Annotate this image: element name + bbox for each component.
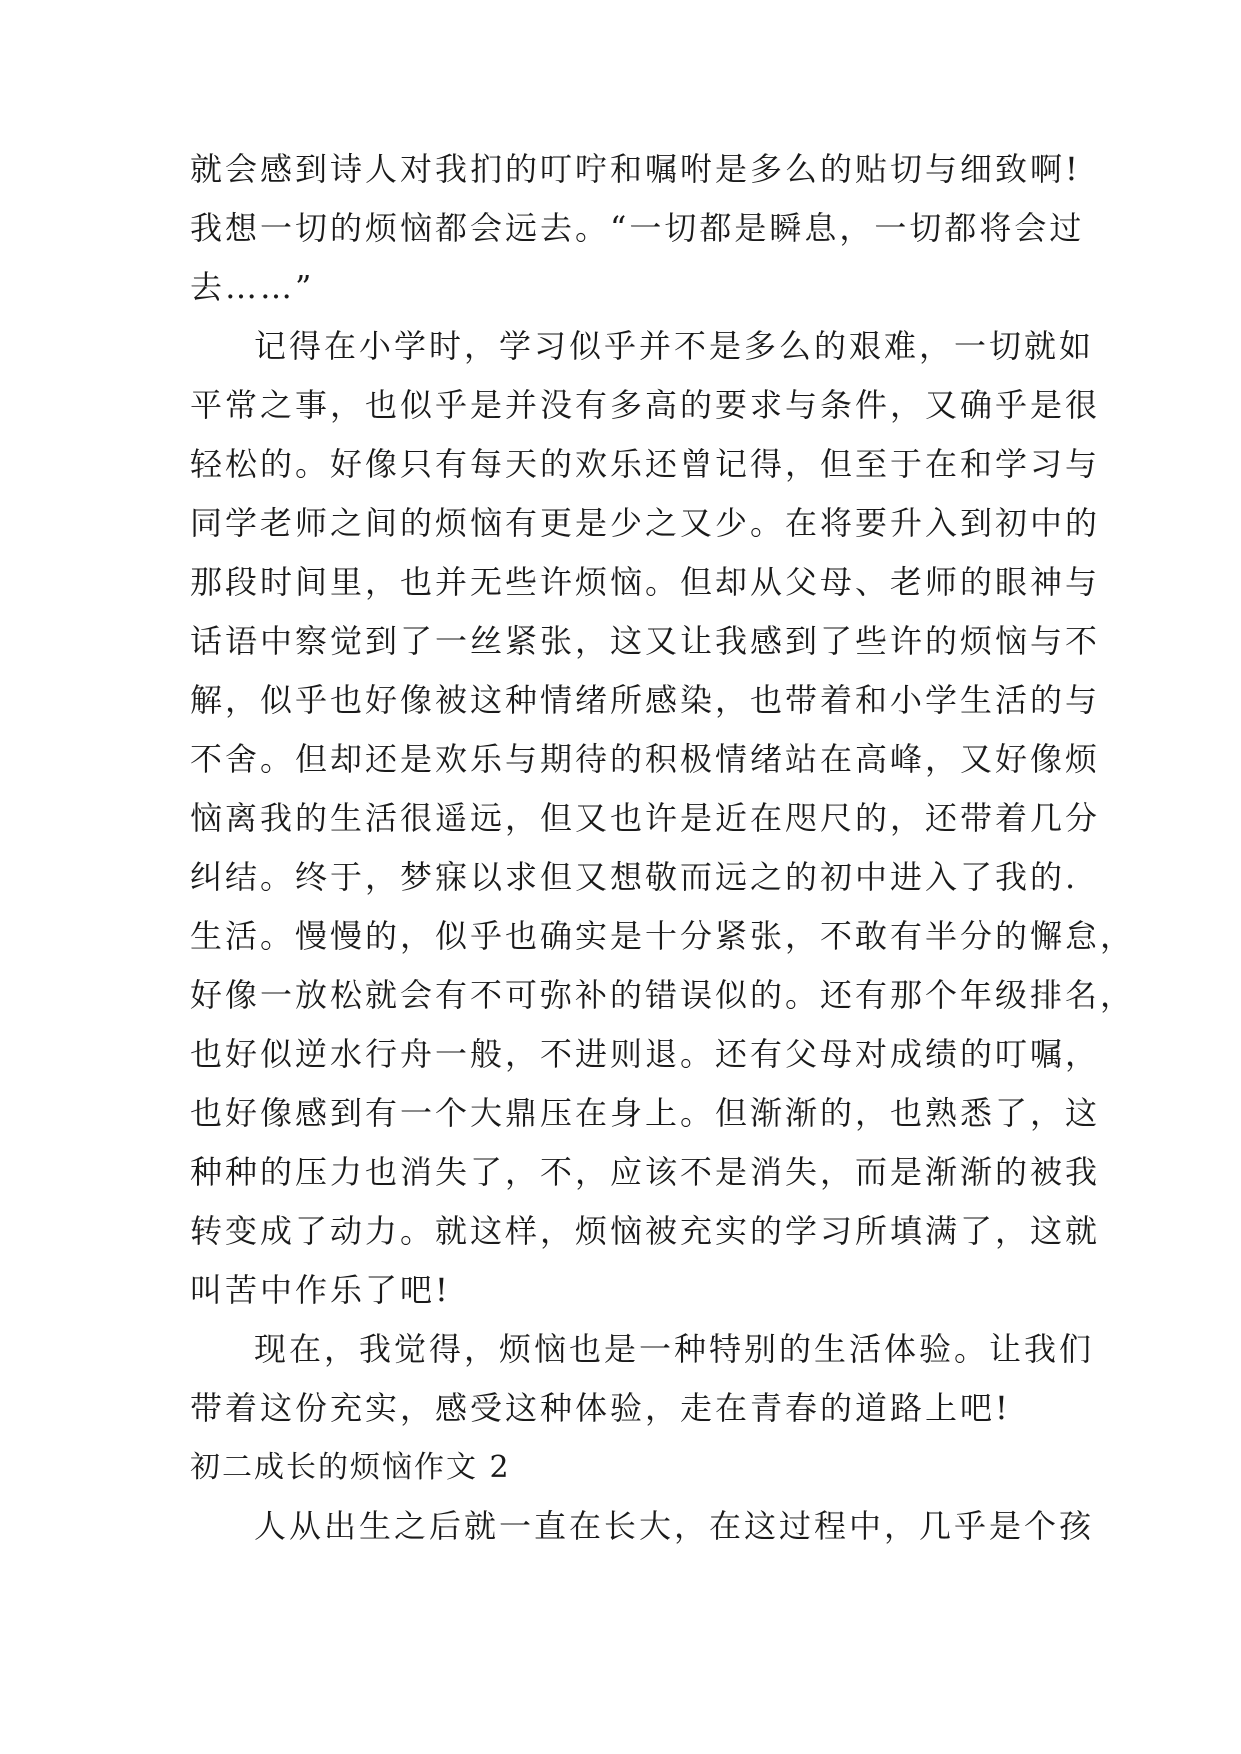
text-line: 解，似乎也好像被这种情绪所感染，也带着和小学生活的与: [190, 681, 1101, 719]
text-line: 生活。慢慢的，似乎也确实是十分紧张，不敢有半分的懈怠，: [190, 917, 1136, 955]
text-line: 种种的压力也消失了，不，应该不是消失，而是渐渐的被我: [190, 1153, 1101, 1191]
text-line: 也好像感到有一个大鼎压在身上。但渐渐的，也熟悉了，这: [190, 1094, 1101, 1132]
text-line: 记得在小学时，学习似乎并不是多么的艰难，一切就如: [254, 327, 1095, 365]
section-heading: 初二成长的烦恼作文 2: [190, 1450, 511, 1485]
text-line: 叫苦中作乐了吧!: [190, 1271, 451, 1309]
document-body: [190, 140, 1136, 1556]
text-line: 话语中察觉到了一丝紧张，这又让我感到了些许的烦恼与不: [190, 622, 1101, 660]
text-line: 现在，我觉得，烦恼也是一种特别的生活体验。让我们: [254, 1330, 1095, 1368]
text-line: 同学老师之间的烦恼有更是少之又少。在将要升入到初中的: [190, 504, 1101, 542]
text-line: 轻松的。好像只有每天的欢乐还曾记得，但至于在和学习与: [190, 445, 1101, 483]
text-line: 纠结。终于，梦寐以求但又想敬而远之的初中进入了我的.: [190, 858, 1079, 896]
text-line: 人从出生之后就一直在长大，在这过程中，几乎是个孩: [254, 1507, 1095, 1545]
paragraph-continued: [190, 140, 1085, 317]
text-line: 带着这份充实，感受这种体验，走在青春的道路上吧!: [190, 1389, 1011, 1427]
paragraph-next: [190, 1497, 1095, 1556]
text-line: 恼离我的生活很遥远，但又也许是近在咫尺的，还带着几分: [190, 799, 1101, 837]
text-line: 也好似逆水行舟一般，不进则退。还有父母对成绩的叮嘱，: [190, 1035, 1101, 1073]
text-line: 转变成了动力。就这样，烦恼被充实的学习所填满了，这就: [190, 1212, 1101, 1250]
text-line: 就会感到诗人对我扪的叮咛和嘱咐是多么的贴切与细致啊!: [190, 150, 1081, 188]
text-line: 去……”: [190, 268, 315, 306]
text-line: 我想一切的烦恼都会远去。“一切都是瞬息，一切都将会过: [190, 209, 1085, 247]
paragraph-memory: [190, 317, 1136, 1320]
text-line: 平常之事，也似乎是并没有多高的要求与条件，又确乎是很: [190, 386, 1101, 424]
text-line: 那段时间里，也并无些许烦恼。但却从父母、老师的眼神与: [190, 563, 1101, 601]
paragraph-now: [190, 1320, 1095, 1438]
text-line: 好像一放松就会有不可弥补的错误似的。还有那个年级排名，: [190, 976, 1136, 1014]
text-line: 不舍。但却还是欢乐与期待的积极情绪站在高峰，又好像烦: [190, 740, 1101, 778]
